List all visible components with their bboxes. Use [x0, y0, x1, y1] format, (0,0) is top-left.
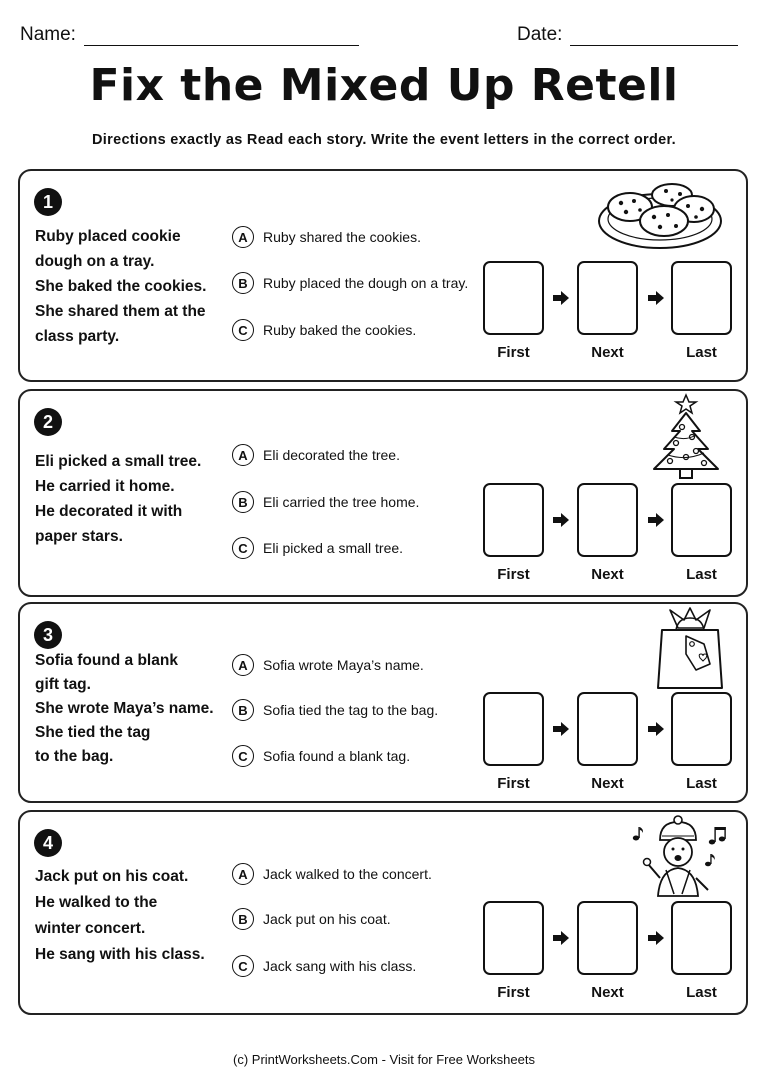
story-line: winter concert. — [35, 920, 146, 937]
event-letter: A — [232, 863, 254, 885]
event-text: Ruby placed the dough on a tray. — [263, 275, 469, 291]
arrow-right-icon — [553, 931, 569, 945]
event-text: Jack walked to the concert. — [263, 866, 432, 882]
event-a — [232, 444, 400, 466]
event-text: Sofia found a blank tag. — [263, 748, 411, 764]
event-b — [232, 699, 438, 721]
last-answer-box[interactable] — [671, 901, 732, 975]
arrow-right-icon — [553, 722, 569, 736]
first-label: First — [497, 566, 530, 583]
first-label: First — [497, 984, 530, 1001]
event-letter: C — [232, 745, 254, 767]
event-letter: B — [232, 491, 254, 513]
next-label: Next — [591, 775, 624, 792]
singing-boy-icon — [630, 814, 728, 898]
event-letter: C — [232, 955, 254, 977]
name-line[interactable] — [84, 25, 359, 46]
arrow-right-icon — [553, 513, 569, 527]
event-letter: A — [232, 654, 254, 676]
event-text: Ruby baked the cookies. — [263, 322, 417, 338]
next-answer-box[interactable] — [577, 261, 638, 335]
next-answer-box[interactable] — [577, 692, 638, 766]
arrow-right-icon — [648, 722, 664, 736]
arrow-right-icon — [648, 513, 664, 527]
story-card-3 — [18, 602, 748, 803]
event-c — [232, 537, 403, 559]
date-line[interactable] — [570, 25, 738, 46]
footer-credit: (c) PrintWorksheets.Com - Visit for Free Worksheets — [233, 1052, 535, 1067]
event-b — [232, 272, 468, 294]
first-answer-box[interactable] — [483, 261, 544, 335]
event-text: Eli carried the tree home. — [263, 494, 420, 510]
name-field[interactable] — [20, 24, 359, 46]
last-answer-box[interactable] — [671, 261, 732, 335]
first-answer-box[interactable] — [483, 483, 544, 557]
arrow-right-icon — [648, 931, 664, 945]
event-letter: B — [232, 272, 254, 294]
story-text — [35, 224, 206, 349]
event-text: Sofia tied the tag to the bag. — [263, 702, 439, 718]
event-letter: C — [232, 319, 254, 341]
event-a — [232, 226, 421, 248]
event-text: Jack sang with his class. — [263, 958, 417, 974]
next-answer-box[interactable] — [577, 483, 638, 557]
story-line: gift tag. — [35, 676, 91, 693]
christmas-tree-icon — [646, 393, 726, 481]
next-label: Next — [591, 984, 624, 1001]
event-text: Eli picked a small tree. — [263, 540, 404, 556]
story-line: He walked to the — [35, 894, 158, 911]
page-title: Fix the Mixed Up Retell — [89, 60, 679, 111]
event-letter: B — [232, 908, 254, 930]
story-card-4 — [18, 810, 748, 1015]
story-line: dough on a tray. — [35, 253, 155, 270]
story-line: She shared them at the — [35, 303, 206, 320]
story-text — [35, 864, 205, 968]
story-card-1 — [18, 169, 748, 382]
arrow-right-icon — [648, 291, 664, 305]
event-text: Jack put on his coat. — [263, 911, 391, 927]
first-label: First — [497, 775, 530, 792]
story-number: 2 — [34, 408, 62, 436]
story-line: She baked the cookies. — [35, 278, 207, 295]
story-line: He sang with his class. — [35, 946, 205, 963]
gift-bag-icon — [656, 606, 726, 690]
last-label: Last — [686, 566, 717, 583]
event-a — [232, 863, 432, 885]
event-letter: A — [232, 444, 254, 466]
event-text: Sofia wrote Maya’s name. — [263, 657, 424, 673]
cookie-plate-icon — [596, 179, 724, 251]
story-line: paper stars. — [35, 528, 123, 545]
story-text — [35, 449, 201, 549]
event-letter: A — [232, 226, 254, 248]
last-answer-box[interactable] — [671, 692, 732, 766]
event-text: Ruby shared the cookies. — [263, 229, 421, 245]
story-line: She tied the tag — [35, 724, 151, 741]
next-label: Next — [591, 566, 624, 583]
story-number: 1 — [34, 188, 62, 216]
date-label: Date: — [517, 24, 563, 45]
next-answer-box[interactable] — [577, 901, 638, 975]
story-line: class party. — [35, 328, 120, 345]
story-line: to the bag. — [35, 748, 114, 765]
story-line: Ruby placed cookie — [35, 228, 181, 245]
story-number: 4 — [34, 829, 62, 857]
last-label: Last — [686, 984, 717, 1001]
story-text — [35, 649, 214, 769]
story-line: Eli picked a small tree. — [35, 453, 202, 470]
event-b — [232, 908, 391, 930]
sequence-boxes — [483, 692, 738, 802]
next-label: Next — [591, 344, 624, 361]
arrow-right-icon — [553, 291, 569, 305]
sequence-boxes — [483, 901, 738, 1011]
event-c — [232, 319, 416, 341]
event-c — [232, 745, 410, 767]
story-line: He carried it home. — [35, 478, 175, 495]
event-text: Eli decorated the tree. — [263, 447, 400, 463]
event-b — [232, 491, 419, 513]
event-letter: C — [232, 537, 254, 559]
last-answer-box[interactable] — [671, 483, 732, 557]
first-answer-box[interactable] — [483, 901, 544, 975]
first-answer-box[interactable] — [483, 692, 544, 766]
first-label: First — [497, 344, 530, 361]
story-line: Jack put on his coat. — [35, 868, 189, 885]
story-number: 3 — [34, 621, 62, 649]
event-c — [232, 955, 416, 977]
last-label: Last — [686, 344, 717, 361]
last-label: Last — [686, 775, 717, 792]
story-line: She wrote Maya’s name. — [35, 700, 214, 717]
story-card-2 — [18, 389, 748, 597]
story-line: Sofia found a blank — [35, 652, 178, 669]
directions: Directions exactly as Read each story. Write the event letters in the correct order. — [92, 132, 676, 148]
sequence-boxes — [483, 483, 738, 593]
event-a — [232, 654, 424, 676]
name-label: Name: — [20, 24, 76, 45]
date-field[interactable] — [517, 24, 738, 46]
event-letter: B — [232, 699, 254, 721]
sequence-boxes — [483, 261, 738, 371]
story-line: He decorated it with — [35, 503, 183, 520]
